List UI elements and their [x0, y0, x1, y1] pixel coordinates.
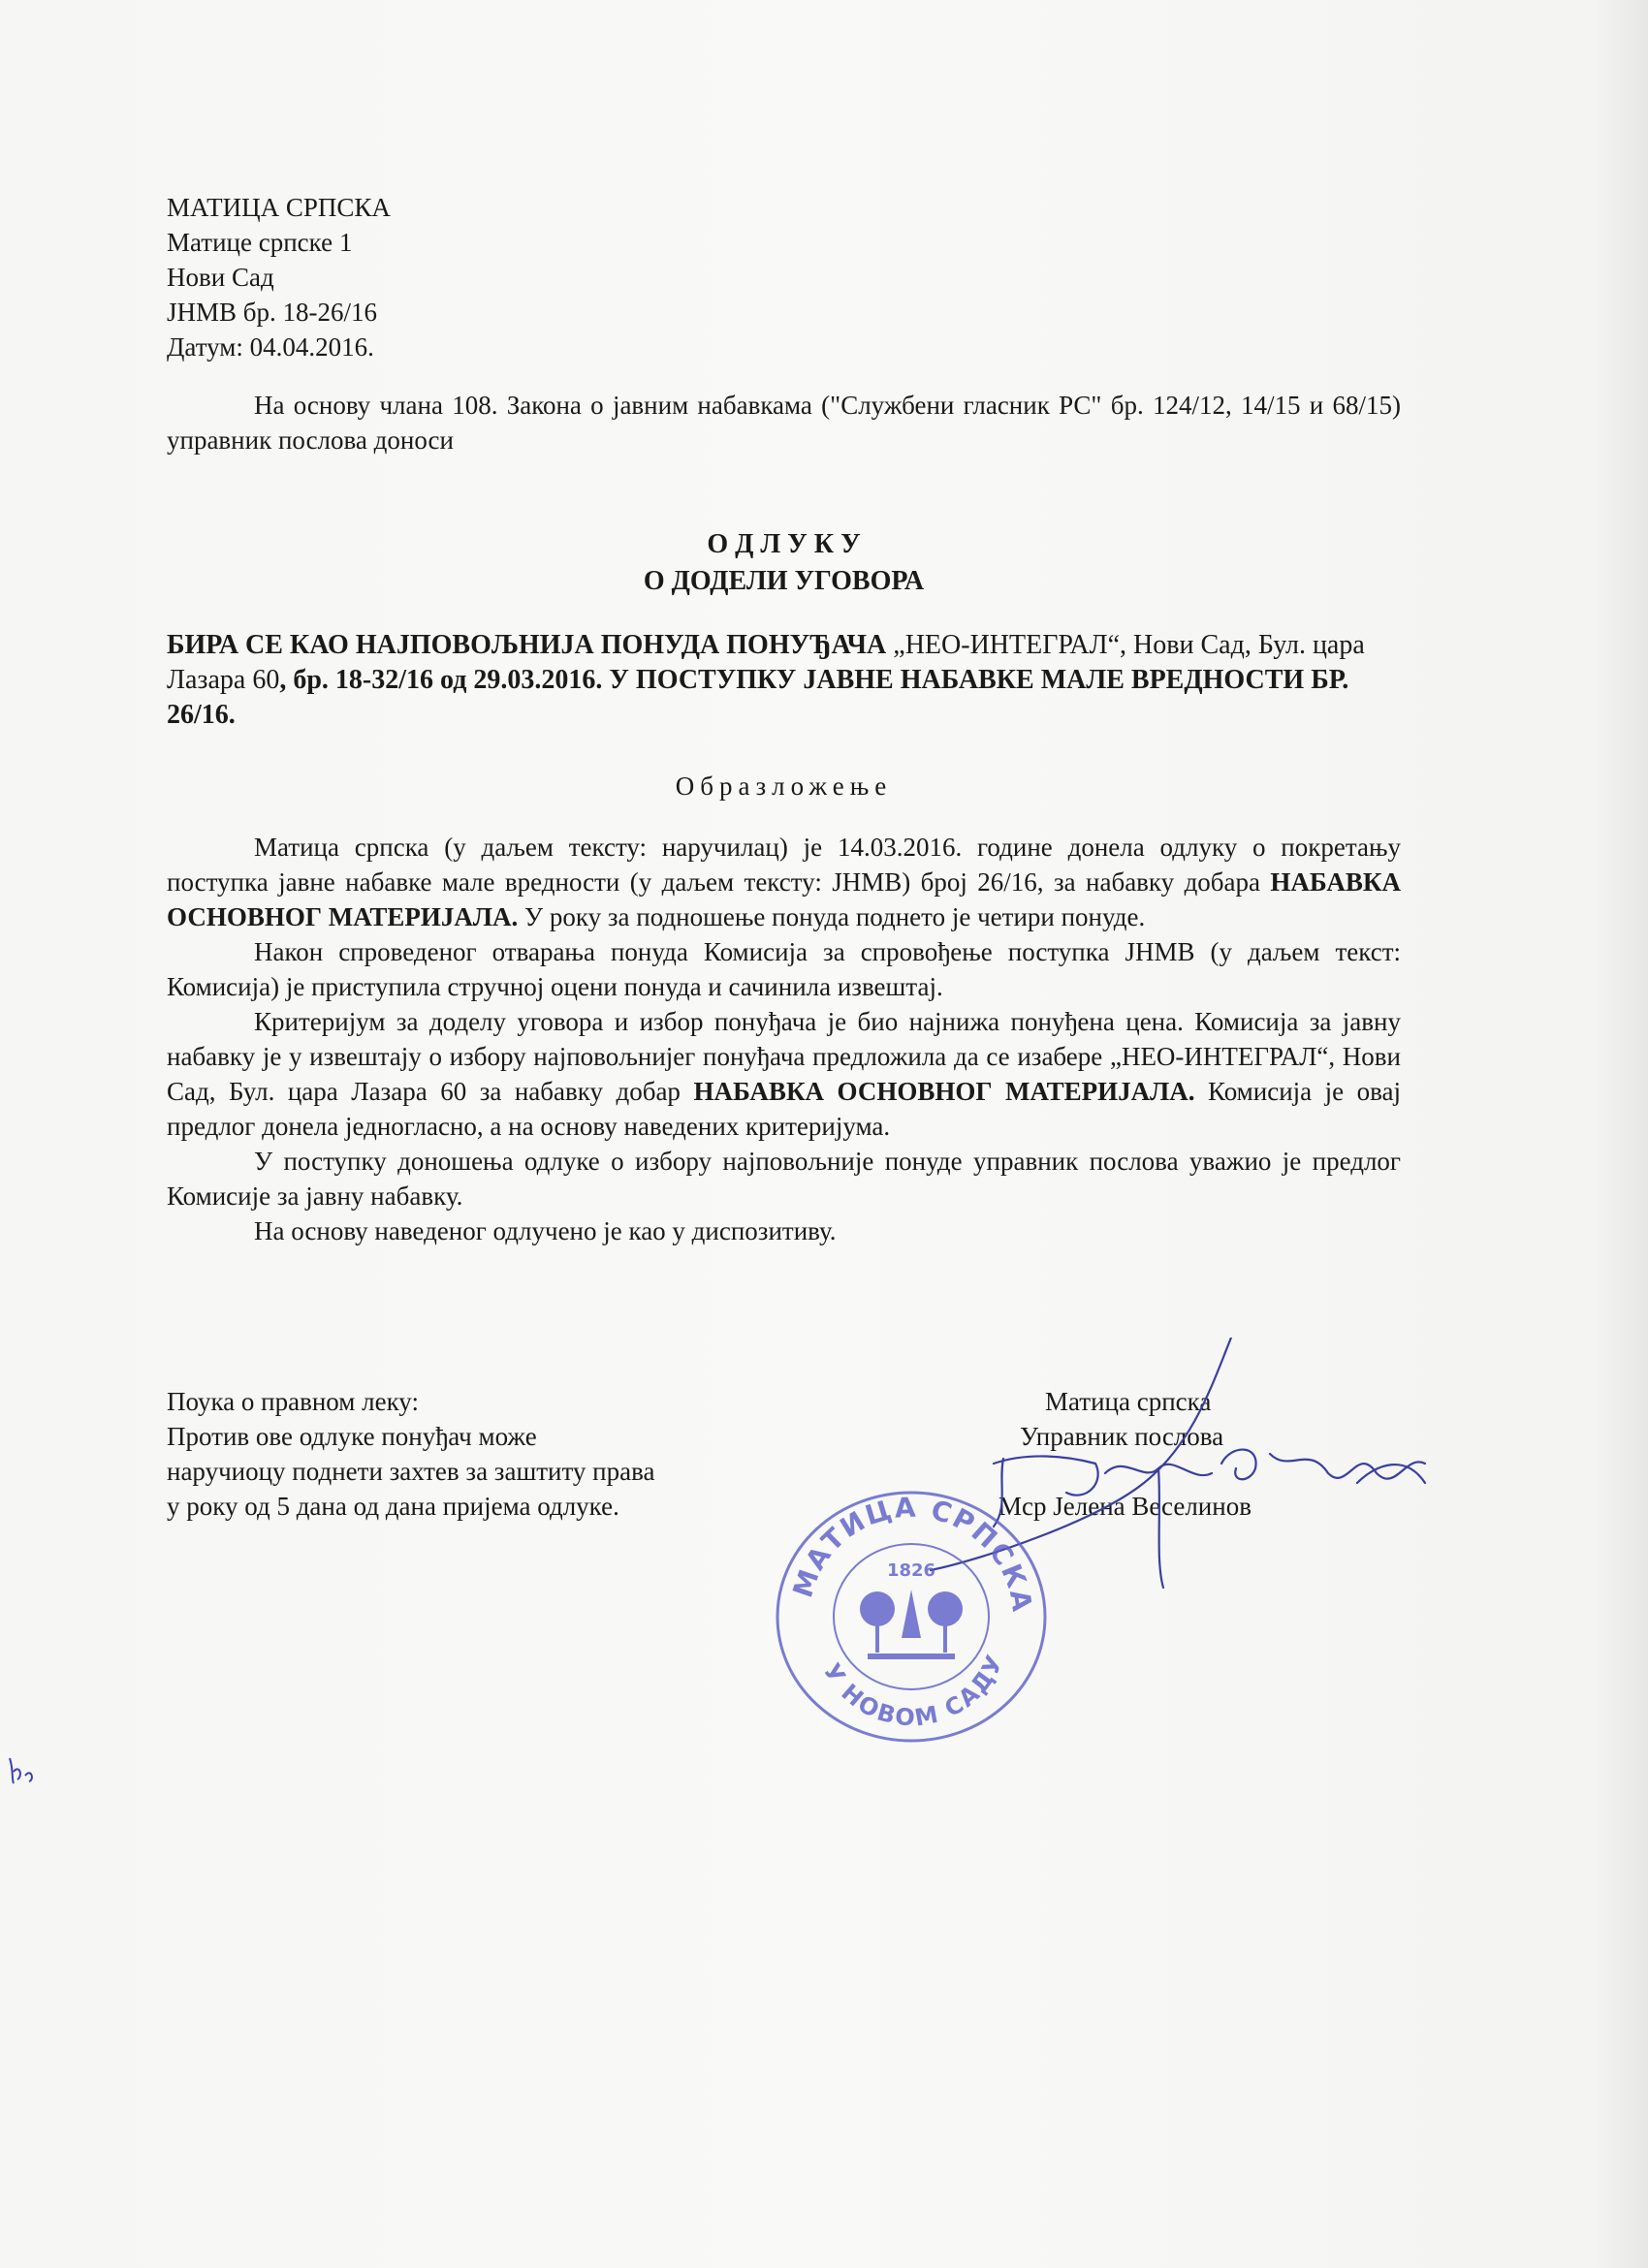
reasoning-body [167, 830, 1401, 1248]
remedy-heading: Поука о правном леку: [167, 1387, 419, 1416]
p3-text: Критеријум за доделу уговора и избор понуђача је био најнижа понуђена цена. Комисија за јавну набавку је у извештају о избору најповољнијег понуђача предложила да се изабере „НЕО-ИНТЕГРАЛ“, Нови Сад, Бул. цара Лазара 60 за набавку добар [167, 1007, 1401, 1106]
decision-statement [167, 628, 1401, 733]
document-date: Датум: 04.04.2016. [167, 332, 374, 362]
p3-bold: НАБАВКА ОСНОВНОГ МАТЕРИЈАЛА. [693, 1077, 1195, 1106]
document-subtitle: О ДОДЕЛИ УГОВОРА [643, 566, 925, 596]
org-address: Матице српске 1 [167, 228, 353, 257]
reasoning-paragraph-3 [167, 1004, 1401, 1144]
signatory-role: Управник послова [1020, 1422, 1224, 1451]
reasoning-paragraph-2: Након спроведеног отварања понуда Комисија за спровођење поступка ЈНМВ (у даљем текст: Комисија) је приступила стручној оцени понуда и сачинила извештај. [167, 937, 1401, 1001]
p3-text-end: Комисија је овај предлог донела једногласно, а на основу наведених критеријума. [167, 1077, 1401, 1141]
decision-part-1: БИРА СЕ КАО НАЈПОВОЉНИЈА ПОНУДА ПОНУЂАЧА [167, 630, 894, 660]
remedy-line-2: Против ове одлуке понуђач може [167, 1422, 537, 1451]
p1-text-end: У року за подношење понуда поднето је четири понуде. [518, 902, 1146, 931]
decision-part-3: , бр. 18-32/16 од 29.03.2016. У ПОСТУПКУ ЈАВНЕ НАБАВКЕ МАЛЕ ВРЕДНОСТИ БР. 26/16. [167, 665, 1349, 730]
svg-text:1826: 1826 [886, 1560, 936, 1581]
org-city: Нови Сад [167, 263, 274, 292]
p1-text: Матица српска (у даљем тексту: наручилац) је 14.03.2016. године донела одлуку о покретању поступка јавне набавке мале вредности (у даљем тексту: ЈНМВ) број 26/16, за набавку добара [167, 833, 1401, 897]
document-title: О Д Л У К У [707, 529, 861, 559]
reasoning-paragraph-1 [167, 830, 1401, 934]
reasoning-heading: Образложење [675, 772, 893, 801]
reasoning-paragraph-5: На основу наведеног одлучено је као у диспозитиву. [254, 1216, 837, 1245]
signatory-name: Мср Јелена Веселинов [998, 1492, 1252, 1521]
p1-bold: НАБАВКА ОСНОВНОГ МАТЕРИЈАЛА. [167, 867, 1401, 931]
reasoning-paragraph-4: У поступку доношења одлуке о избору најповољније понуде управник послова уважио је предлог Комисије за јавну набавку. [167, 1147, 1401, 1211]
svg-text:МАТИЦА СРПСКА: МАТИЦА СРПСКА [786, 1491, 1039, 1616]
official-seal [771, 1483, 1052, 1745]
decision-bidder: „НЕО-ИНТЕГРАЛ“, Нови Сад, Бул. цара Лазара 60 [167, 630, 1365, 695]
remedy-line-3: наручиоцу поднети захтев за заштиту права [167, 1457, 655, 1486]
letterhead [167, 190, 391, 364]
margin-pen-mark [4, 1750, 43, 1789]
signatory-org: Матица српска [1045, 1387, 1212, 1416]
org-name: МАТИЦА СРПСКА [167, 193, 391, 222]
intro-paragraph: На основу члана 108. Закона о јавним набавкама ("Службени гласник РС" бр. 124/12, 14/15 и 68/15) управник послова доноси [167, 391, 1401, 455]
remedy-line-4: у року од 5 дана од дана пријема одлуке. [167, 1492, 619, 1521]
legal-remedy-notice [167, 1384, 655, 1524]
reference-number: ЈНМВ бр. 18-26/16 [167, 298, 378, 327]
page-edge-shadow [1595, 0, 1648, 2268]
svg-text:У НОВОМ САДУ: У НОВОМ САДУ [817, 1650, 1010, 1732]
